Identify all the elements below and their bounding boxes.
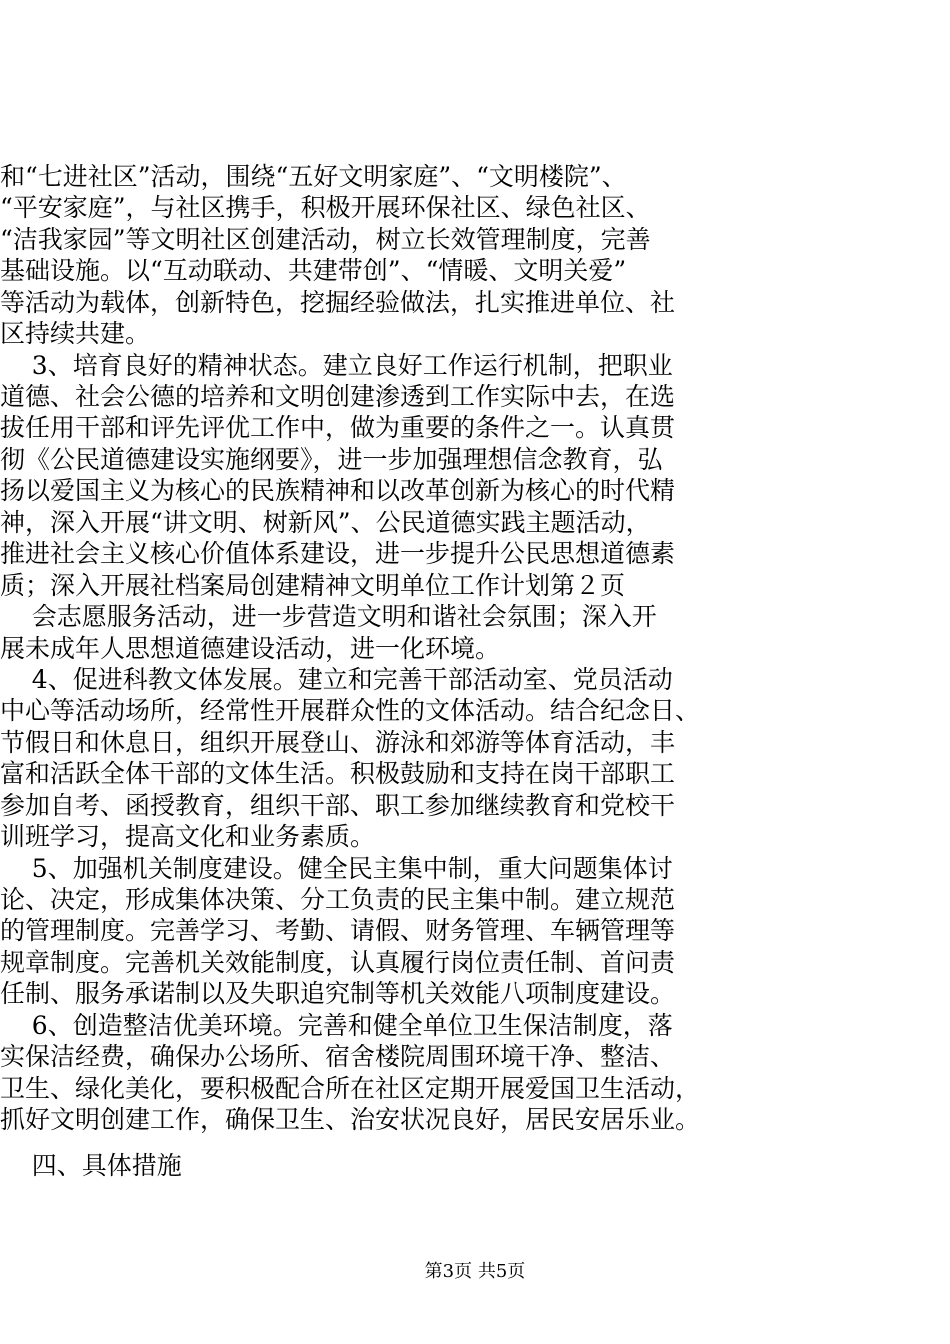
text-line: 节假日和休息日，组织开展登山、游泳和郊游等体育活动，丰 [0,728,676,757]
text-line: 富和活跃全体干部的文体生活。积极鼓励和支持在岗干部职工 [0,759,676,788]
page-footer: 第3页 共5页 [424,1261,526,1282]
text-line: 中心等活动场所，经常性开展群众性的文体活动。结合纪念日、 [0,696,701,725]
text-line: 5、加强机关制度建设。健全民主集中制，重大问题集体讨 [0,854,673,883]
text-line: 实保洁经费，确保办公场所、宿舍楼院周围环境干净、整洁、 [0,1042,676,1071]
text-line: 6、创造整洁优美环境。完善和健全单位卫生保洁制度，落 [0,1011,673,1040]
text-line: 卫生、绿化美化，要积极配合所在社区定期开展爱国卫生活动， [0,1074,701,1103]
text-line: 训班学习，提高文化和业务素质。 [0,822,376,851]
text-line: 4、促进科教文体发展。建立和完善干部活动室、党员活动 [0,665,673,694]
text-line: 基础设施。以“互动联动、共建带创”、“情暖、文明关爱” [0,256,627,285]
text-line: 论、决定，形成集体决策、分工负责的民主集中制。建立规范 [0,885,676,914]
text-line: 道德、社会公德的培养和文明创建渗透到工作实际中去，在选 [0,382,676,411]
text-line: 区持续共建。 [0,319,151,348]
text-line: 推进社会主义核心价值体系建设，进一步提升公民思想道德素 [0,539,676,568]
section-heading: 四、具体措施 [0,1151,182,1180]
text-line: 等活动为载体，创新特色，挖掘经验做法，扎实推进单位、社 [0,288,676,317]
text-line: “平安家庭”，与社区携手，积极开展环保社区、绿色社区、 [0,193,651,222]
text-line: 会志愿服务活动，进一步营造文明和谐社会氛围；深入开 [0,602,657,631]
text-line: 抓好文明创建工作，确保卫生、治安状况良好，居民安居乐业。 [0,1105,701,1134]
text-line: 任制、服务承诺制以及失职追究制等机关效能八项制度建设。 [0,979,676,1008]
text-line: 规章制度。完善机关效能制度，认真履行岗位责任制、首问责 [0,948,676,977]
text-line: 拔任用干部和评先评优工作中，做为重要的条件之一。认真贯 [0,413,676,442]
text-line: 展未成年人思想道德建设活动，进一化环境。 [0,634,501,663]
text-line: 3、培育良好的精神状态。建立良好工作运行机制，把职业 [0,351,673,380]
text-line: 和“七进社区”活动，围绕“五好文明家庭”、“文明楼院”、 [0,162,627,191]
text-line: 彻《公民道德建设实施纲要》，进一步加强理想信念教育，弘 [0,445,663,474]
text-line: 参加自考、函授教育，组织干部、职工参加继续教育和党校干 [0,791,676,820]
text-line: 的管理制度。完善学习、考勤、请假、财务管理、车辆管理等 [0,916,676,945]
text-line: 神，深入开展“讲文明、树新风”、公民道德实践主题活动， [0,508,651,537]
text-line: 扬以爱国主义为核心的民族精神和以改革创新为核心的时代精 [0,476,676,505]
text-line: 质；深入开展社档案局创建精神文明单位工作计划第２页 [0,571,626,600]
text-line: “洁我家园”等文明社区创建活动，树立长效管理制度，完善 [0,225,651,254]
